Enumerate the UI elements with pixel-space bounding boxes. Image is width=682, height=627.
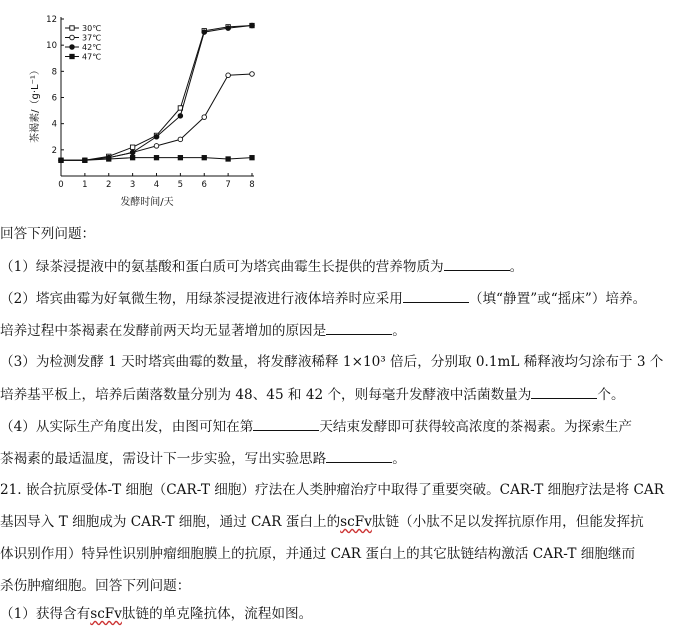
problem-21-line-5: （1）获得含有scFv肽链的单克隆抗体，流程如图。 — [0, 606, 313, 622]
data-point — [70, 45, 75, 50]
y-tick-label: 12 — [46, 15, 57, 25]
chart-legend — [65, 24, 101, 62]
x-tick-label: 7 — [225, 180, 231, 190]
data-point — [130, 150, 135, 155]
data-point — [250, 23, 255, 28]
data-point — [250, 155, 254, 159]
series-47℃ — [59, 155, 254, 162]
legend-label: 30℃ — [82, 24, 102, 33]
legend-item — [65, 53, 101, 62]
data-point — [226, 157, 230, 161]
answer-blank — [531, 384, 597, 399]
data-point — [154, 134, 159, 139]
answer-blank — [326, 320, 392, 335]
data-point — [70, 26, 74, 30]
data-point — [202, 115, 207, 120]
line-chart — [0, 0, 300, 215]
data-point — [178, 137, 183, 142]
legend-item — [65, 43, 101, 52]
x-tick-label: 1 — [82, 180, 88, 190]
x-tick-label: 4 — [153, 180, 160, 190]
data-point — [130, 155, 134, 159]
data-point — [250, 72, 255, 77]
intro-line: 回答下列问题： — [0, 226, 96, 242]
x-tick-label: 2 — [106, 180, 112, 190]
x-axis-label: 发酵时间/天 — [120, 197, 174, 208]
legend-label: 37℃ — [82, 33, 102, 43]
spellcheck-word: scFv — [340, 514, 372, 530]
x-tick-label: 8 — [249, 180, 255, 190]
data-point — [226, 26, 231, 31]
question-4-line-2: 茶褐素的最适温度，需设计下一步实验，写出实验思路 。 — [0, 448, 682, 469]
data-point — [107, 157, 111, 161]
answer-blank — [253, 416, 319, 431]
answer-blank — [444, 256, 510, 271]
problem-21-line-4: 杀伤肿瘤细胞。回答下列问题： — [0, 578, 191, 594]
data-point — [154, 144, 159, 149]
x-tick-label: 0 — [58, 180, 64, 190]
problem-21-line-1: 21. 嵌合抗原受体-T 细胞（CAR-T 细胞）疗法在人类肿瘤治疗中取得了重要突破。CAR-T 细胞疗法是将 CAR — [0, 482, 664, 498]
x-tick-label: 5 — [177, 180, 184, 190]
spellcheck-word: scFv — [90, 606, 122, 622]
answer-blank — [326, 448, 392, 463]
y-axis-label: 茶褐素/（g·L⁻¹） — [30, 65, 41, 143]
data-point — [59, 158, 63, 162]
x-tick-label: 6 — [201, 180, 207, 190]
y-tick-label: 8 — [51, 67, 57, 78]
data-point — [70, 35, 75, 40]
problem-21-line-3: 体识别作用）特异性识别肿瘤细胞膜上的抗原，并通过 CAR 蛋白上的其它肽链结构激活 CAR-T 细胞继而 — [0, 546, 636, 562]
series-37℃ — [59, 72, 255, 163]
y-tick-label: 10 — [46, 41, 57, 52]
question-2-line-1: （2）塔宾曲霉为好氧微生物，用绿茶浸提液进行液体培养时应采用 （填“静置”或“摇床”）培养。 — [0, 288, 682, 309]
legend-label: 42℃ — [82, 43, 102, 52]
question-3-line-2: 培养基平板上，培养后菌落数量分别为 48、45 和 42 个，则每毫升发酵液中活菌数量为 个。 — [0, 384, 682, 405]
legend-item — [65, 34, 101, 43]
legend-item — [65, 24, 101, 33]
x-tick-label: 3 — [129, 180, 136, 190]
data-point — [70, 54, 74, 58]
data-point — [178, 114, 183, 119]
y-tick-label: 6 — [51, 93, 57, 104]
y-tick-label: 2 — [51, 145, 57, 156]
data-point — [226, 73, 231, 78]
data-point — [130, 145, 134, 149]
question-2-line-2: 培养过程中茶褐素在发酵前两天均无显著增加的原因是 。 — [0, 320, 682, 341]
data-point — [202, 30, 207, 35]
answer-blank — [403, 288, 469, 303]
data-point — [178, 155, 182, 159]
question-3-line-1: （3）为检测发酵 1 天时塔宾曲霉的数量，将发酵液稀释 1×10³ 倍后，分别取 0.1mL 稀释液均匀涂布于 3 个 — [0, 354, 664, 370]
problem-21-line-2: 基因导入 T 细胞成为 CAR-T 细胞，通过 CAR 蛋白上的scFv肽链（小肽不足以发挥抗原作用，但能发挥抗 — [0, 514, 644, 530]
question-1: （1）绿茶浸提液中的氨基酸和蛋白质可为塔宾曲霉生长提供的营养物质为 。 — [0, 256, 682, 277]
y-tick-label: 4 — [51, 119, 57, 130]
data-point — [154, 155, 158, 159]
legend-label: 47℃ — [82, 52, 102, 62]
data-point — [83, 158, 87, 162]
chart-ticks — [46, 15, 255, 190]
data-point — [202, 155, 206, 159]
question-4-line-1: （4）从实际生产角度出发，由图可知在第 天结束发酵即可获得较高浓度的茶褐素。为探索生产 — [0, 416, 682, 437]
